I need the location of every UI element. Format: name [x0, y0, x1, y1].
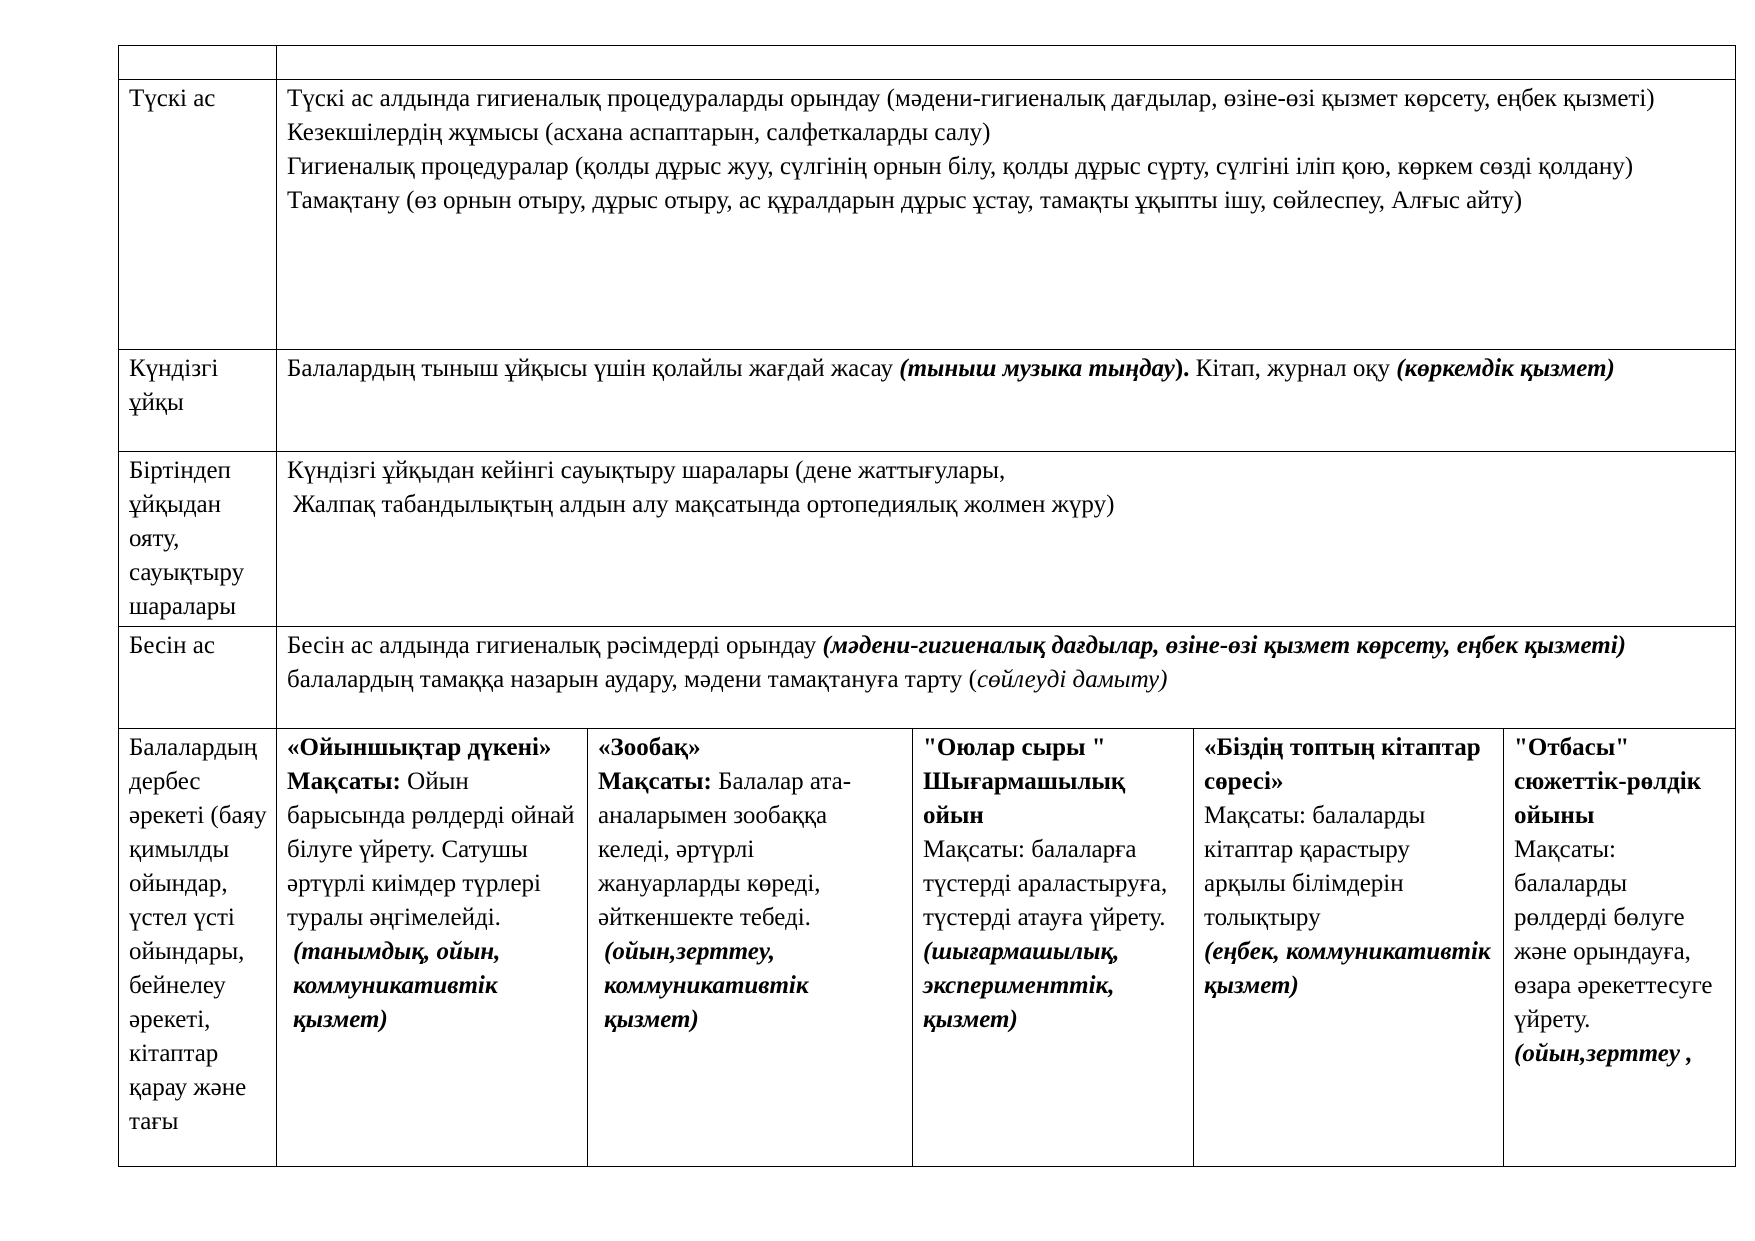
header-cell-content	[277, 46, 1736, 80]
game-activity: (танымдық, ойын, коммуникативтік қызмет)	[293, 938, 501, 1033]
nap-text: Кітап, журнал оқу	[1189, 355, 1397, 382]
lunch-line: Тамақтану (өз орнын отыру, дұрыс отыру, ас құралдарын дұрыс ұстау, тамақты ұқыпты ішу, сөйлеспеу, Алғыс айту)	[287, 187, 1523, 214]
game-cell	[913, 729, 1194, 1167]
game-title: «Зообақ»	[598, 734, 701, 761]
schedule-table	[118, 45, 1736, 1167]
game-goal-label: Мақсаты:	[287, 768, 401, 795]
game-title: "Оюлар сыры " Шығармашылық ойын	[923, 734, 1126, 829]
row-label: Біртіндеп ұйқыдан ояту, сауықтыру шаралары	[119, 452, 277, 627]
snack-text: Бесін ас алдында гигиеналық рәсімдерді орындау	[287, 632, 823, 659]
lunch-line: Кезекшілердің жұмысы (асхана аспаптарын, салфеткаларды салу)	[287, 119, 991, 146]
game-goal-text: Мақсаты: балаларға түстерді араластыруға, түстерді атауға үйрету.	[923, 836, 1168, 931]
lunch-line: Гигиеналық процедуралар (қолды дұрыс жуу, сүлгінің орнын білу, қолды дұрыс сүрту, сүлгіні іліп қою, көркем сөзді қолдану)	[287, 153, 1634, 180]
snack-text: балалардың тамаққа назарын аудару, мәдени тамақтануға тарту (	[287, 666, 977, 693]
game-cell	[277, 729, 588, 1167]
row-wake	[119, 452, 1736, 627]
game-title: «Біздің топтың кітаптар сөресі»	[1204, 734, 1481, 795]
row-content	[277, 80, 1736, 350]
nap-text: Балалардың тыныш ұйқысы үшін қолайлы жағдай жасау	[287, 355, 900, 382]
game-cell	[1194, 729, 1504, 1167]
game-goal-text: Балалар ата-аналарымен зообаққа келеді, әртүрлі жануарларды көреді, әйткеншекте тебеді.	[598, 768, 852, 931]
wake-line: Күндізгі ұйқыдан кейінгі сауықтыру шаралары (дене жаттығулары,	[287, 457, 1006, 484]
game-title: «Ойыншықтар дүкені»	[287, 734, 552, 761]
game-cell	[588, 729, 913, 1167]
game-activity: (шығармашылық, эксперименттік, қызмет)	[923, 938, 1120, 1033]
snack-activity: (мәдени-гигиеналық дағдылар, өзіне-өзі қызмет көрсету, еңбек қызметі)	[822, 632, 1626, 659]
game-cell	[1504, 729, 1736, 1167]
row-content	[277, 627, 1736, 729]
game-goal-text: Ойын барысында рөлдерді ойнай білуге үйрету. Сатушы әртүрлі киімдер түрлері туралы әңгімелейді.	[287, 768, 575, 931]
game-title: "Отбасы" сюжеттік-рөлдік ойыны	[1514, 734, 1702, 829]
wake-line: Жалпақ табандылықтың алдын алу мақсатында ортопедиялық жолмен жүру)	[293, 491, 1115, 518]
nap-activity: (көркемдік қызмет)	[1396, 355, 1615, 382]
game-goal-label: Мақсаты:	[598, 768, 712, 795]
header-row	[119, 46, 1736, 80]
row-label: Түскі ас	[119, 80, 277, 350]
row-label: Балалардың дербес әрекеті (баяу қимылды ойындар, үстел үсті ойындары, бейнелеу әрекеті, кітаптар қарау және тағы	[119, 729, 277, 1167]
header-cell-label	[119, 46, 277, 80]
game-activity: (еңбек, коммуникативтік қызмет)	[1204, 938, 1491, 999]
row-nap	[119, 350, 1736, 452]
snack-activity: сөйлеуді дамыту)	[976, 666, 1168, 693]
game-goal-text: Мақсаты: балаларды рөлдерді бөлуге және орындауға, өзара әрекеттесуге үйрету.	[1514, 836, 1713, 1033]
row-label: Бесін ас	[119, 627, 277, 729]
lunch-line: Түскі ас алдында гигиеналық процедураларды орындау (мәдени-гигиеналық дағдылар, өзіне-өзі қызмет көрсету, еңбек қызметі)	[287, 85, 1655, 112]
row-label: Күндізгі ұйқы	[119, 350, 277, 452]
game-activity: (ойын,зерттеу, коммуникативтік қызмет)	[604, 938, 809, 1033]
row-snack	[119, 627, 1736, 729]
game-activity: (ойын,зерттеу ,	[1514, 1040, 1693, 1067]
nap-activity: (тыныш музыка тыңдау	[899, 355, 1175, 382]
row-content	[277, 350, 1736, 452]
nap-punct: ).	[1174, 355, 1190, 382]
row-activity	[119, 729, 1736, 1167]
row-content	[277, 452, 1736, 627]
game-goal-text: Мақсаты: балаларды кітаптар қарастыру арқылы білімдерін толықтыру	[1204, 802, 1426, 931]
row-lunch	[119, 80, 1736, 350]
